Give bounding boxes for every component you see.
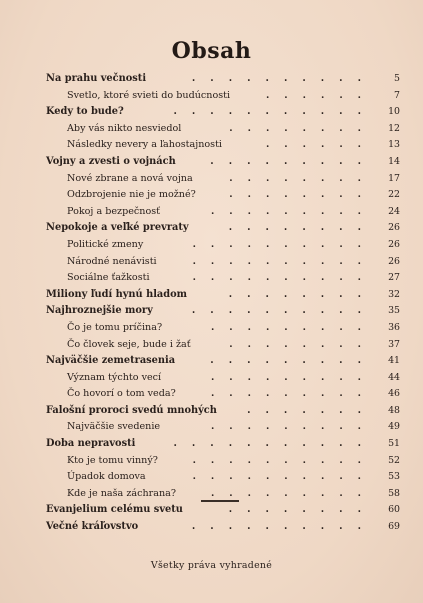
toc-page-number: 36 — [388, 321, 400, 333]
dot-leader: ........ — [228, 504, 376, 516]
dot-leader: .......... — [192, 272, 376, 284]
toc-entry-title: Čo je tomu príčina? — [67, 321, 163, 333]
toc-page-number: 26 — [388, 238, 400, 250]
divider-rule — [201, 500, 239, 502]
toc-chapter-row — [46, 71, 402, 88]
dot-leader: ........... — [173, 106, 376, 118]
toc-page-number: 24 — [388, 205, 400, 217]
toc-page-number: 48 — [388, 404, 400, 416]
dot-leader: ........... — [173, 438, 376, 450]
dot-leader: .......... — [191, 521, 376, 533]
toc-entry-title: Evanjelium celému svetu — [46, 504, 183, 516]
toc-section-row — [46, 187, 402, 204]
toc-entry-title: Kto je tomu vinný? — [67, 454, 158, 466]
dot-leader: ........ — [228, 222, 376, 234]
toc-section-row — [46, 88, 402, 105]
dot-leader: ...... — [265, 139, 376, 151]
dot-leader: ....... — [247, 404, 376, 416]
dot-leader: ......... — [210, 388, 376, 400]
toc-entry-title: Sociálne ťažkosti — [67, 272, 150, 284]
toc-page-number: 26 — [388, 222, 400, 234]
toc-section-row — [46, 370, 402, 387]
toc-page-number: 32 — [388, 288, 400, 300]
toc-page-number: 49 — [388, 421, 400, 433]
toc-page-number: 14 — [388, 155, 400, 167]
dot-leader: .......... — [192, 238, 376, 250]
toc-section-row — [46, 337, 402, 354]
dot-leader: .......... — [192, 454, 376, 466]
toc-section-row — [46, 121, 402, 138]
toc-page-number: 5 — [394, 73, 400, 84]
toc-entry-title: Najväčšie zemetrasenia — [46, 355, 176, 367]
toc-chapter-row — [46, 353, 402, 370]
table-of-contents — [46, 71, 402, 536]
dot-leader: ......... — [210, 321, 376, 333]
toc-entry-title: Na prahu večnosti — [46, 73, 147, 84]
toc-section-row — [46, 254, 402, 271]
toc-entry-title: Kedy to bude? — [46, 106, 124, 118]
toc-entry-title: Nové zbrane a nová vojna — [67, 172, 193, 184]
dot-leader: ......... — [210, 355, 376, 367]
toc-page-number: 58 — [388, 487, 400, 499]
toc-chapter-row — [46, 519, 402, 536]
dot-leader: ......... — [210, 205, 376, 217]
dot-leader: ........ — [229, 122, 376, 134]
toc-page-number: 7 — [394, 89, 400, 101]
toc-page-number: 52 — [388, 454, 400, 466]
dot-leader: .......... — [192, 255, 376, 267]
toc-page-number: 37 — [388, 338, 400, 350]
toc-page-number: 35 — [388, 305, 400, 317]
toc-section-row — [46, 419, 402, 436]
toc-page-number: 69 — [388, 521, 400, 533]
toc-entry-title: Miliony ľudí hynú hladom — [46, 288, 188, 300]
toc-entry-title: Doba nepravosti — [46, 438, 136, 450]
toc-entry-title: Najväčšie svedenie — [67, 421, 161, 433]
toc-page-number: 27 — [388, 272, 400, 284]
toc-entry-title: Národné nenávisti — [67, 255, 157, 267]
toc-entry-title: Najhroznejšie mory — [46, 305, 153, 317]
toc-entry-title: Vojny a zvesti o vojnách — [46, 155, 176, 167]
dot-leader: ...... — [265, 89, 376, 101]
toc-entry-title: Svetlo, ktoré svieti do budúcnosti — [67, 89, 231, 101]
toc-page-number: 53 — [388, 471, 400, 483]
toc-entry-title: Čo človek seje, bude i žať — [67, 338, 191, 350]
toc-page-number: 12 — [388, 122, 400, 134]
dot-leader: ........ — [229, 189, 376, 201]
toc-chapter-row — [46, 436, 402, 453]
toc-page-number: 46 — [388, 388, 400, 400]
toc-page-number: 60 — [388, 504, 400, 516]
toc-chapter-row — [46, 287, 402, 304]
dot-leader: ........ — [229, 172, 376, 184]
toc-section-row — [46, 320, 402, 337]
dot-leader: ........ — [228, 288, 376, 300]
toc-entry-title: Nepokoje a veľké prevraty — [46, 222, 189, 234]
dot-leader: ......... — [210, 155, 376, 167]
toc-chapter-row — [46, 154, 402, 171]
toc-section-row — [46, 469, 402, 486]
toc-page-number: 44 — [388, 371, 400, 383]
toc-entry-title: Čo hovorí o tom veda? — [67, 388, 176, 400]
toc-page-number: 17 — [388, 172, 400, 184]
dot-leader: .......... — [191, 305, 376, 317]
toc-entry-title: Politické zmeny — [67, 238, 144, 250]
toc-entry-title: Aby vás nikto nesviedol — [67, 122, 182, 134]
toc-entry-title: Úpadok domova — [67, 471, 146, 483]
toc-section-row — [46, 171, 402, 188]
toc-entry-title: Následky nevery a ľahostajnosti — [67, 139, 223, 151]
toc-chapter-row — [46, 303, 402, 320]
dot-leader: ........ — [229, 338, 376, 350]
toc-page-number: 10 — [388, 106, 400, 118]
toc-page-number: 22 — [388, 189, 400, 201]
toc-page-number: 13 — [388, 139, 400, 151]
dot-leader: ......... — [210, 371, 376, 383]
toc-page-number: 51 — [388, 438, 400, 450]
toc-chapter-row — [46, 220, 402, 237]
page-title: Obsah — [171, 38, 252, 64]
toc-chapter-row — [46, 403, 402, 420]
toc-section-row — [46, 386, 402, 403]
toc-entry-title: Falošní proroci svedú mnohých — [46, 404, 217, 416]
rights-notice: Všetky práva vyhradené — [150, 560, 273, 571]
toc-section-row — [46, 204, 402, 221]
toc-chapter-row — [46, 502, 402, 519]
toc-entry-title: Význam týchto vecí — [67, 371, 162, 383]
dot-leader: .......... — [192, 471, 376, 483]
toc-entry-title: Kde je naša záchrana? — [67, 487, 177, 499]
toc-entry-title: Odzbrojenie nie je možné? — [67, 189, 196, 201]
toc-page-number: 26 — [388, 255, 400, 267]
toc-section-row — [46, 270, 402, 287]
toc-section-row — [46, 453, 402, 470]
toc-chapter-row — [46, 104, 402, 121]
toc-section-row — [46, 237, 402, 254]
toc-entry-title: Večné kráľovstvo — [46, 521, 139, 533]
toc-page-number: 41 — [388, 355, 400, 367]
dot-leader: .......... — [191, 73, 376, 84]
dot-leader: ......... — [210, 487, 376, 499]
toc-entry-title: Pokoj a bezpečnosť — [67, 205, 161, 217]
dot-leader: ......... — [210, 421, 376, 433]
toc-section-row — [46, 137, 402, 154]
